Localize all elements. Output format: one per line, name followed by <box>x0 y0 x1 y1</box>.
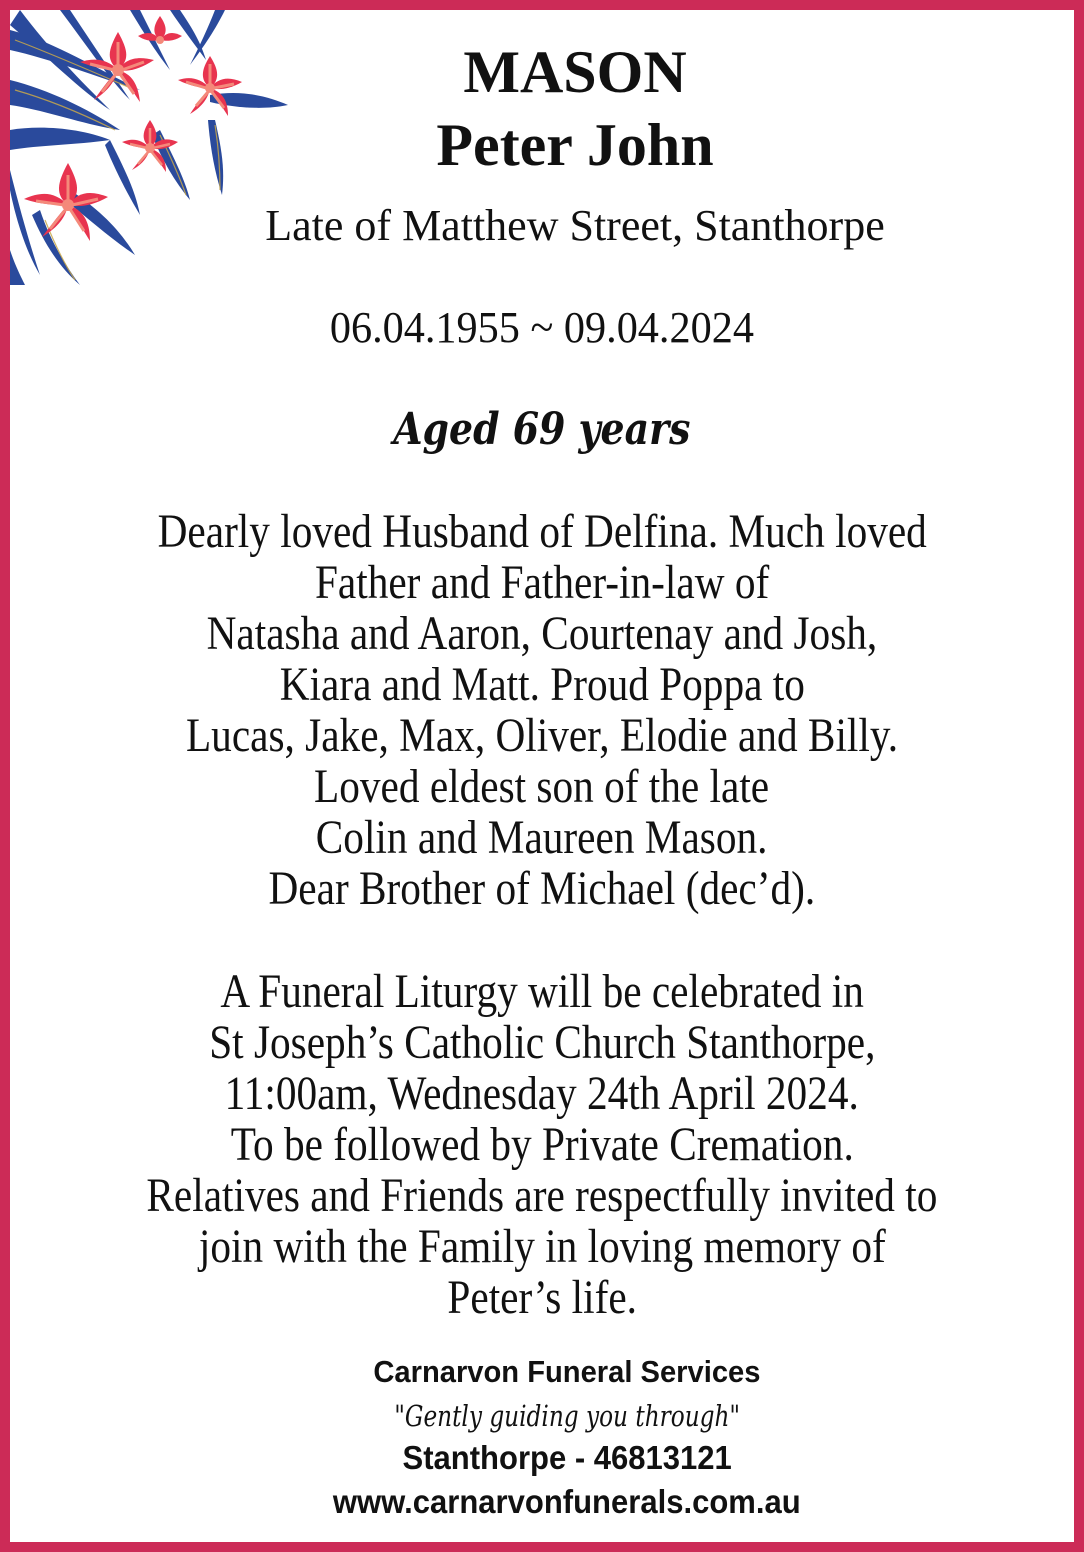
family-line: Dearly loved Husband of Delfina. Much loved <box>157 505 927 558</box>
service-line: Relatives and Friends are respectfully invited to <box>146 1169 938 1222</box>
family-line: Lucas, Jake, Max, Oliver, Elodie and Billy. <box>185 709 899 762</box>
family-line: Natasha and Aaron, Courtenay and Josh, <box>206 607 878 660</box>
late-of-address: Late of Matthew Street, Stanthorpe <box>265 201 885 250</box>
funeral-director-website-link[interactable]: www.carnarvonfunerals.com.au <box>333 1483 801 1520</box>
funeral-director-tagline: "Gently guiding you through" <box>394 1399 740 1433</box>
funeral-director-phone[interactable]: Stanthorpe - 46813121 <box>402 1439 732 1476</box>
service-line: A Funeral Liturgy will be celebrated in <box>220 965 864 1018</box>
service-line: To be followed by Private Cremation. <box>230 1118 854 1171</box>
service-line: 11:00am, Wednesday 24th April 2024. <box>224 1067 860 1120</box>
life-dates: 06.04.1955 ~ 09.04.2024 <box>329 303 755 352</box>
surname: MASON <box>463 39 687 105</box>
service-line: St Joseph’s Catholic Church Stanthorpe, <box>208 1016 876 1069</box>
family-line: Dear Brother of Michael (dec’d). <box>268 862 816 915</box>
funeral-director-name: Carnarvon Funeral Services <box>373 1354 761 1389</box>
given-names: Peter John <box>436 112 714 178</box>
family-line: Father and Father-in-law of <box>314 556 770 609</box>
family-line: Kiara and Matt. Proud Poppa to <box>279 658 805 711</box>
age-line: Aged 69 years <box>393 404 691 455</box>
family-line: Loved eldest son of the late <box>314 760 770 813</box>
family-line: Colin and Maureen Mason. <box>316 811 768 864</box>
service-line: join with the Family in loving memory of <box>198 1220 886 1273</box>
service-line: Peter’s life. <box>447 1271 637 1324</box>
